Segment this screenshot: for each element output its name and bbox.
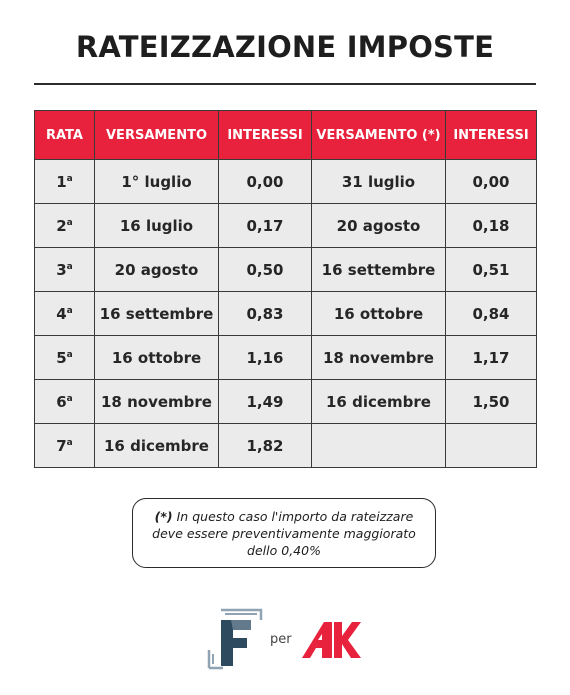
cell-interessi: 0,00	[219, 160, 312, 204]
rata-number: 1	[56, 172, 67, 191]
cell-interessi: 0,83	[219, 292, 312, 336]
rata-ordinal: a	[66, 217, 73, 228]
rata-ordinal: a	[66, 305, 73, 316]
page-title: RATEIZZAZIONE IMPOSTE	[75, 30, 495, 64]
rata-ordinal: a	[66, 173, 73, 184]
cell-rata	[35, 424, 95, 468]
cell-rata	[35, 380, 95, 424]
table-row	[35, 380, 537, 424]
cell-interessi: 1,16	[219, 336, 312, 380]
cell-versamento-alt: 16 ottobre	[312, 292, 446, 336]
rata-ordinal: a	[66, 261, 73, 272]
header-versamento: VERSAMENTO	[95, 111, 219, 160]
header-interessi-alt: INTERESSI	[446, 111, 537, 160]
cell-interessi: 1,82	[219, 424, 312, 468]
rata-number: 7	[56, 436, 67, 455]
cell-rata	[35, 248, 95, 292]
rata-number: 2	[56, 216, 67, 235]
table-row	[35, 292, 537, 336]
cell-versamento: 16 settembre	[95, 292, 219, 336]
table-header-row	[35, 111, 537, 160]
table-row	[35, 424, 537, 468]
table-row	[35, 248, 537, 292]
cell-rata	[35, 204, 95, 248]
f-logo-icon	[205, 606, 265, 672]
header-versamento-alt: VERSAMENTO (*)	[312, 111, 446, 160]
table-row	[35, 160, 537, 204]
rata-number: 3	[56, 260, 67, 279]
cell-interessi-alt: 0,51	[446, 248, 537, 292]
cell-versamento: 1° luglio	[95, 160, 219, 204]
rata-number: 5	[56, 348, 67, 367]
table-body	[35, 160, 537, 468]
cell-versamento-alt: 31 luglio	[312, 160, 446, 204]
cell-versamento: 20 agosto	[95, 248, 219, 292]
cell-interessi-alt: 1,50	[446, 380, 537, 424]
footnote-text	[143, 508, 425, 559]
header-rata: RATA	[35, 111, 95, 160]
cell-versamento-alt: 20 agosto	[312, 204, 446, 248]
title-divider	[34, 83, 536, 85]
cell-rata	[35, 336, 95, 380]
cell-versamento-alt	[312, 424, 446, 468]
cell-interessi-alt	[446, 424, 537, 468]
rata-ordinal: a	[66, 349, 73, 360]
header-interessi: INTERESSI	[219, 111, 312, 160]
cell-interessi: 1,49	[219, 380, 312, 424]
cell-versamento-alt: 16 settembre	[312, 248, 446, 292]
cell-versamento-alt: 18 novembre	[312, 336, 446, 380]
rata-number: 4	[56, 304, 67, 323]
rata-number: 6	[56, 392, 67, 411]
cell-versamento: 16 ottobre	[95, 336, 219, 380]
cell-rata	[35, 292, 95, 336]
cell-interessi-alt: 0,00	[446, 160, 537, 204]
cell-interessi: 0,17	[219, 204, 312, 248]
cell-versamento: 16 luglio	[95, 204, 219, 248]
cell-interessi: 0,50	[219, 248, 312, 292]
table-row	[35, 204, 537, 248]
table-row	[35, 336, 537, 380]
cell-rata	[35, 160, 95, 204]
footnote-marker: (*)	[154, 508, 173, 524]
rata-ordinal: a	[66, 393, 73, 404]
footnote-body: In questo caso l'importo da rateizzare deve essere preventivamente maggiorato dello 0,40%	[152, 508, 416, 558]
cell-versamento: 18 novembre	[95, 380, 219, 424]
cell-interessi-alt: 1,17	[446, 336, 537, 380]
cell-versamento: 16 dicembre	[95, 424, 219, 468]
rata-ordinal: a	[66, 437, 73, 448]
ak-logo-icon	[300, 620, 362, 660]
cell-interessi-alt: 0,18	[446, 204, 537, 248]
per-connector: per	[270, 632, 292, 647]
cell-versamento-alt: 16 dicembre	[312, 380, 446, 424]
footnote-box	[132, 498, 436, 568]
installments-table	[34, 110, 537, 468]
cell-interessi-alt: 0,84	[446, 292, 537, 336]
